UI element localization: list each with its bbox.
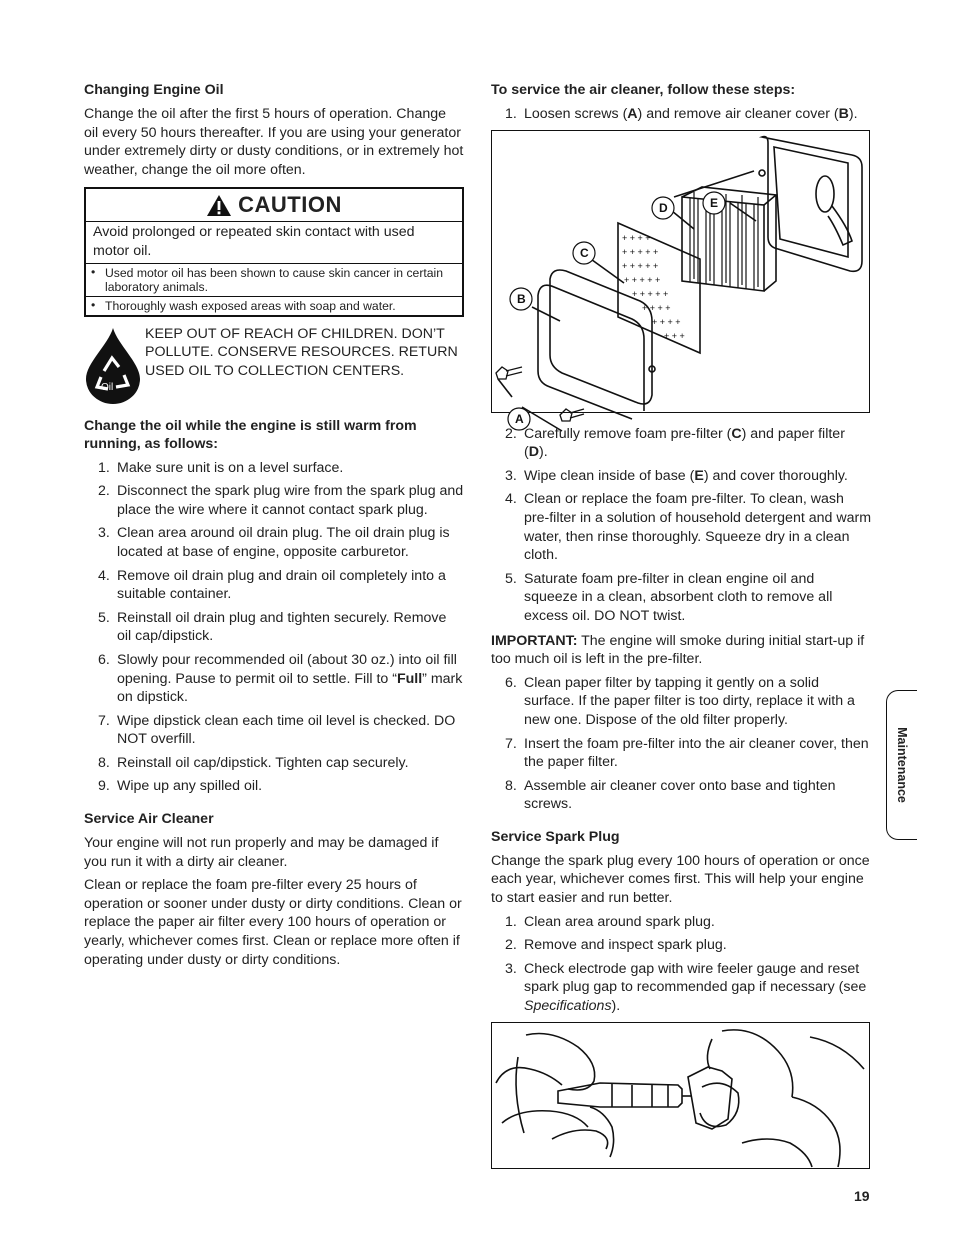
right-column [491,81,871,1169]
spark-plug-gap-illustration [492,1023,869,1168]
air-steps-list-middle [491,425,871,626]
svg-text:+ + + + +: + + + + + [632,288,669,299]
oil-steps-list [84,459,464,797]
list-item: 3. Wipe clean inside of base (E) and cover thoroughly. [505,467,848,484]
list-item: 1. Clean area around spark plug. [505,913,715,930]
svg-text:+ + + +: + + + + [642,302,671,313]
page-number: 19 [854,1188,870,1204]
oil-intro-paragraph: Change the oil after the first 5 hours of operation. Change oil every 50 hours thereafter. If you are using your generator under extremely dirty or dusty conditions, or in extremely hot weather, change the oil more often. [84,106,464,178]
list-item: 7. Insert the foam pre-filter into the air cleaner cover, then the paper filter. [505,735,869,771]
list-item: 8. Assemble air cleaner cover onto base and tighten screws. [505,777,836,813]
svg-text:+ + + +: + + + + [622,232,651,243]
list-item: 8. Reinstall oil cap/dipstick. Tighten cap securely. [98,754,409,771]
label-c: C [580,245,589,260]
spark-steps-list [491,913,871,1016]
list-item: 9. Wipe up any spilled oil. [98,778,263,795]
air-steps-list-start [491,105,871,124]
svg-text:+ + +: + + + [664,330,685,341]
list-item: 3. Clean area around oil drain plug. The oil drain plug is located at base of engine, opposite carburetor. [98,525,450,560]
caution-main-text: Avoid prolonged or repeated skin contact with used motor oil. [86,222,462,263]
caution-bullet: • Used motor oil has been shown to cause skin cancer in certain laboratory animals. [91,264,444,294]
list-item: 2. Carefully remove foam pre-filter (C) and paper filter (D). [505,425,845,461]
air-cleaner-paragraph: Your engine will not run properly and may be damaged if you run it with a dirty air cleaner. [84,835,439,870]
recycle-text: KEEP OUT OF REACH OF CHILDREN. DON’T POLLUTE. CONSERVE RESOURCES. RETURN USED OIL TO COLLECTION CENTERS. [145,325,458,379]
air-cleaner-illustration [492,131,869,426]
service-spark-plug-heading: Service Spark Plug [491,828,620,845]
caution-bullet: • Thoroughly wash exposed areas with soap and water. [86,296,462,315]
oil-recycle-drop-icon [84,327,142,405]
list-item: 1. Loosen screws (A) and remove air cleaner cover (B). [505,106,858,122]
change-oil-steps-heading: Change the oil while the engine is still warm from running, as follows: [84,417,417,452]
label-b: B [517,291,526,306]
svg-text:+ + + + +: + + + + + [622,260,659,271]
air-steps-list-end [491,674,871,814]
list-item: 7. Wipe dipstick clean each time oil level is checked. DO NOT overfill. [98,712,456,748]
spark-plug-intro: Change the spark plug every 100 hours of operation or once each year, whichever comes first. This will help your engine to start easier and run better. [491,852,870,907]
oil-label: Oil [101,381,114,393]
caution-box [84,187,464,316]
important-note: IMPORTANT: The engine will smoke during initial start-up if too much oil is left in the pre-filter. [491,632,865,668]
recycle-notice [84,327,464,405]
section-side-tab [886,690,917,840]
list-item: 6. Clean paper filter by tapping it gently on a solid surface. If the paper filter is too dirty, replace it with a new one. Dispose of the old filter properly. [505,674,855,728]
caution-header [86,189,462,222]
air-cleaner-steps-heading: To service the air cleaner, follow these steps: [491,82,796,98]
air-cleaner-exploded-figure [491,130,870,426]
list-item: 1. Make sure unit is on a level surface. [98,459,344,476]
changing-oil-heading: Changing Engine Oil [84,82,224,98]
section-tab-label: Maintenance [895,727,909,803]
list-item: 6. Slowly pour recommended oil (about 30 oz.) into oil fill opening. Pause to permit oil to settle. Fill to “Full” mark on dipstick. [98,651,463,706]
svg-text:+ + + + +: + + + + + [624,274,661,285]
caution-title: CAUTION [238,192,342,218]
service-air-cleaner-heading: Service Air Cleaner [84,811,214,828]
svg-text:+ + + +: + + + + [652,316,681,327]
label-d: D [659,200,668,215]
left-column [84,81,464,974]
spark-plug-figure [491,1022,870,1169]
list-item: 4. Clean or replace the foam pre-filter. To clean, wash pre-filter in a solution of household detergent and warm water, then rinse thoroughly. Squeeze dry in a clean cloth. [505,491,872,564]
list-item: 5. Saturate foam pre-filter in clean engine oil and squeeze in a clean, absorbent cloth to remove all excess oil. DO NOT twist. [505,570,833,624]
list-item: 2. Disconnect the spark plug wire from the spark plug and place the wire where it cannot contact spark plug. [98,483,464,518]
list-item: 5. Reinstall oil drain plug and tighten securely. Remove oil cap/dipstick. [98,609,447,645]
air-cleaner-paragraph: Clean or replace the foam pre-filter every 25 hours of operation or sooner under dusty or dirty conditions. Clean or replace the paper air filter every 100 hours of operation or yearly, whichever comes first. Clean or replace more often if operating under dusty or dirty conditions. [84,877,462,968]
label-e: E [710,195,719,210]
list-item: 3. Check electrode gap with wire feeler gauge and reset spark plug gap to recommended gap if necessary (see Specifications). [505,960,867,1015]
warning-triangle-icon [206,194,232,217]
svg-text:+ + + + +: + + + + + [622,246,659,257]
list-item: 2. Remove and inspect spark plug. [505,937,727,954]
label-a: A [515,411,524,426]
list-item: 4. Remove oil drain plug and drain oil completely into a suitable container. [98,567,446,603]
